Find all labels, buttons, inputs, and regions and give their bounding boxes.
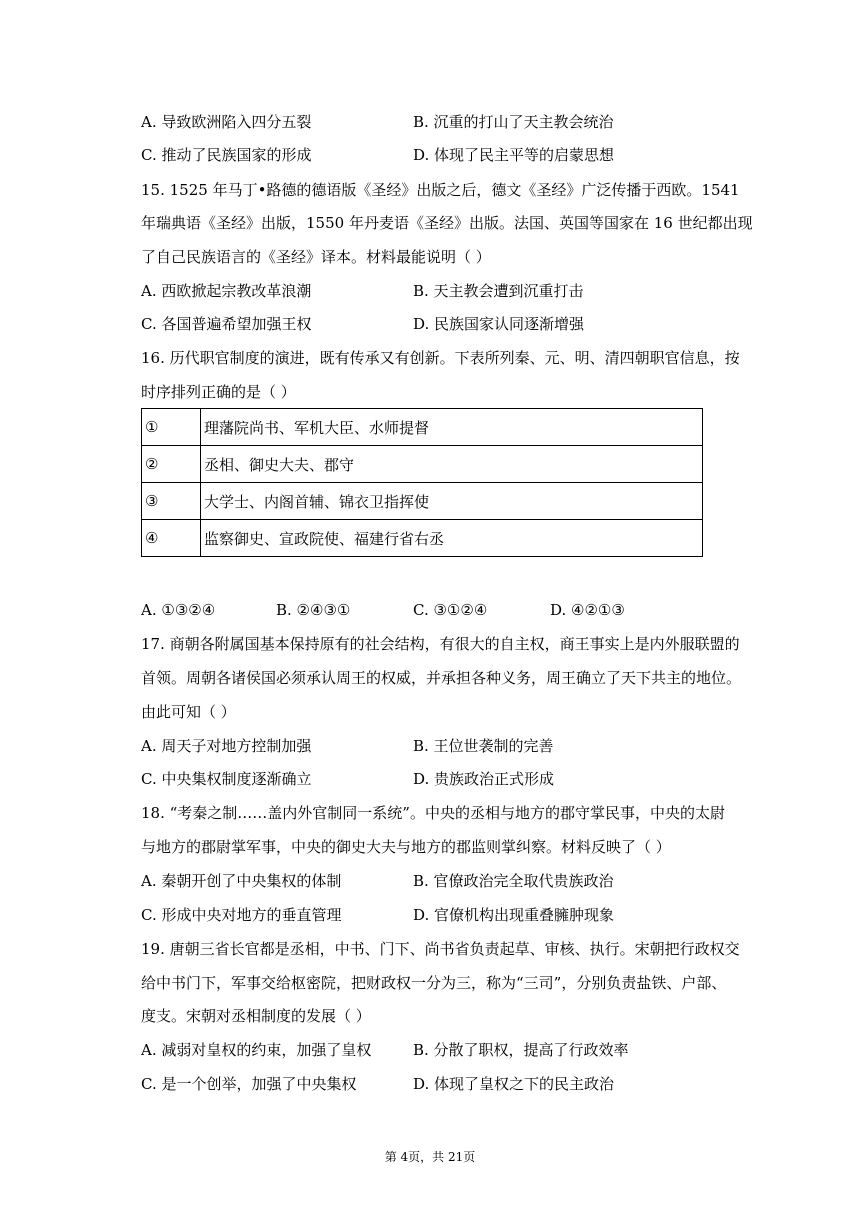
q16-stem-line: 时序排列正确的是（ ）: [141, 383, 296, 401]
table-cell-number: ④: [142, 520, 201, 557]
q16-option-c: C. ③①②④: [413, 601, 488, 619]
q18-option-c: C. 形成中央对地方的垂直管理: [141, 906, 342, 924]
q19-stem-line: 度支。宋朝对丞相制度的发展（ ）: [141, 1007, 371, 1025]
q18-option-b: B. 官僚政治完全取代贵族政治: [413, 872, 614, 890]
q19-option-d: D. 体现了皇权之下的民主政治: [413, 1075, 615, 1093]
q17-option-b: B. 王位世袭制的完善: [413, 737, 554, 755]
table-row: [142, 520, 703, 557]
q19-option-a: A. 减弱对皇权的约束，加强了皇权: [141, 1041, 372, 1059]
q14-option-d: D. 体现了民主平等的启蒙思想: [413, 146, 615, 164]
table-cell-number: ②: [142, 446, 201, 483]
q18-stem-line: 18. “考秦之制……盖内外官制同一系统”。中央的丞相与地方的郡守掌民事，中央的太尉: [141, 804, 725, 822]
table-cell-officials: 理藩院尚书、军机大臣、水师提督: [201, 409, 703, 446]
q17-stem-line: 17. 商朝各附属国基本保持原有的社会结构，有很大的自主权，商王事实上是内外服联盟的: [141, 635, 740, 653]
q18-option-a: A. 秦朝开创了中央集权的体制: [141, 872, 342, 890]
q15-stem-line: 15. 1525 年马丁•路德的德语版《圣经》出版之后，德文《圣经》广泛传播于西欧。1541: [141, 181, 740, 199]
q16-stem-line: 16. 历代职官制度的演进，既有传承又有创新。下表所列秦、元、明、清四朝职官信息，按: [141, 349, 740, 367]
table-row: [142, 446, 703, 483]
q16-option-d: D. ④②①③: [550, 601, 625, 619]
table-cell-number: ③: [142, 483, 201, 520]
table-cell-officials: 监察御史、宣政院使、福建行省右丞: [201, 520, 703, 557]
q19-stem-line: 给中书门下，军事交给枢密院，把财政权一分为三，称为“三司”，分别负责盐铁、户部、: [141, 974, 727, 992]
q15-option-b: B. 天主教会遭到沉重打击: [413, 282, 584, 300]
q15-stem-line: 年瑞典语《圣经》出版，1550 年丹麦语《圣经》出版。法国、英国等国家在 16 世纪都出现: [141, 214, 753, 232]
q15-option-c: C. 各国普遍希望加强王权: [141, 315, 312, 333]
q17-stem-line: 首领。周朝各诸侯国必须承认周王的权威，并承担各种义务，周王确立了天下共主的地位。: [141, 669, 742, 687]
q14-option-b: B. 沉重的打山了天主教会统治: [413, 113, 614, 131]
table-row: [142, 483, 703, 520]
q14-option-c: C. 推动了民族国家的形成: [141, 146, 312, 164]
table-cell-officials: 丞相、御史大夫、郡守: [201, 446, 703, 483]
page-footer: 第 4页，共 21页: [384, 1150, 476, 1164]
q19-option-b: B. 分散了职权，提高了行政效率: [413, 1041, 629, 1059]
q19-stem-line: 19. 唐朝三省长官都是丞相，中书、门下、尚书省负责起草、审核、执行。宋朝把行政权交: [141, 940, 740, 958]
q18-option-d: D. 官僚机构出现重叠臃肿现象: [413, 906, 615, 924]
table-row: [142, 409, 703, 446]
q15-stem-line: 了自己民族语言的《圣经》译本。材料最能说明（ ）: [141, 248, 491, 266]
q14-option-a: A. 导致欧洲陷入四分五裂: [141, 113, 312, 131]
q17-option-a: A. 周天子对地方控制加强: [141, 737, 312, 755]
q15-option-d: D. 民族国家认同逐渐增强: [413, 315, 585, 333]
table-cell-number: ①: [142, 409, 201, 446]
q17-stem-line: 由此可知（ ）: [141, 703, 236, 721]
q19-option-c: C. 是一个创举，加强了中央集权: [141, 1075, 357, 1093]
q18-stem-line: 与地方的郡尉掌军事，中央的御史大夫与地方的郡监则掌纠察。材料反映了（ ）: [141, 838, 671, 856]
table-cell-officials: 大学士、内阁首辅、锦衣卫指挥使: [201, 483, 703, 520]
officials-table: [141, 408, 703, 557]
q17-option-d: D. 贵族政治正式形成: [413, 770, 555, 788]
q17-option-c: C. 中央集权制度逐渐确立: [141, 770, 312, 788]
q16-option-a: A. ①③②④: [141, 601, 216, 619]
q15-option-a: A. 西欧掀起宗教改革浪潮: [141, 282, 312, 300]
q16-option-b: B. ②④③①: [276, 601, 351, 619]
